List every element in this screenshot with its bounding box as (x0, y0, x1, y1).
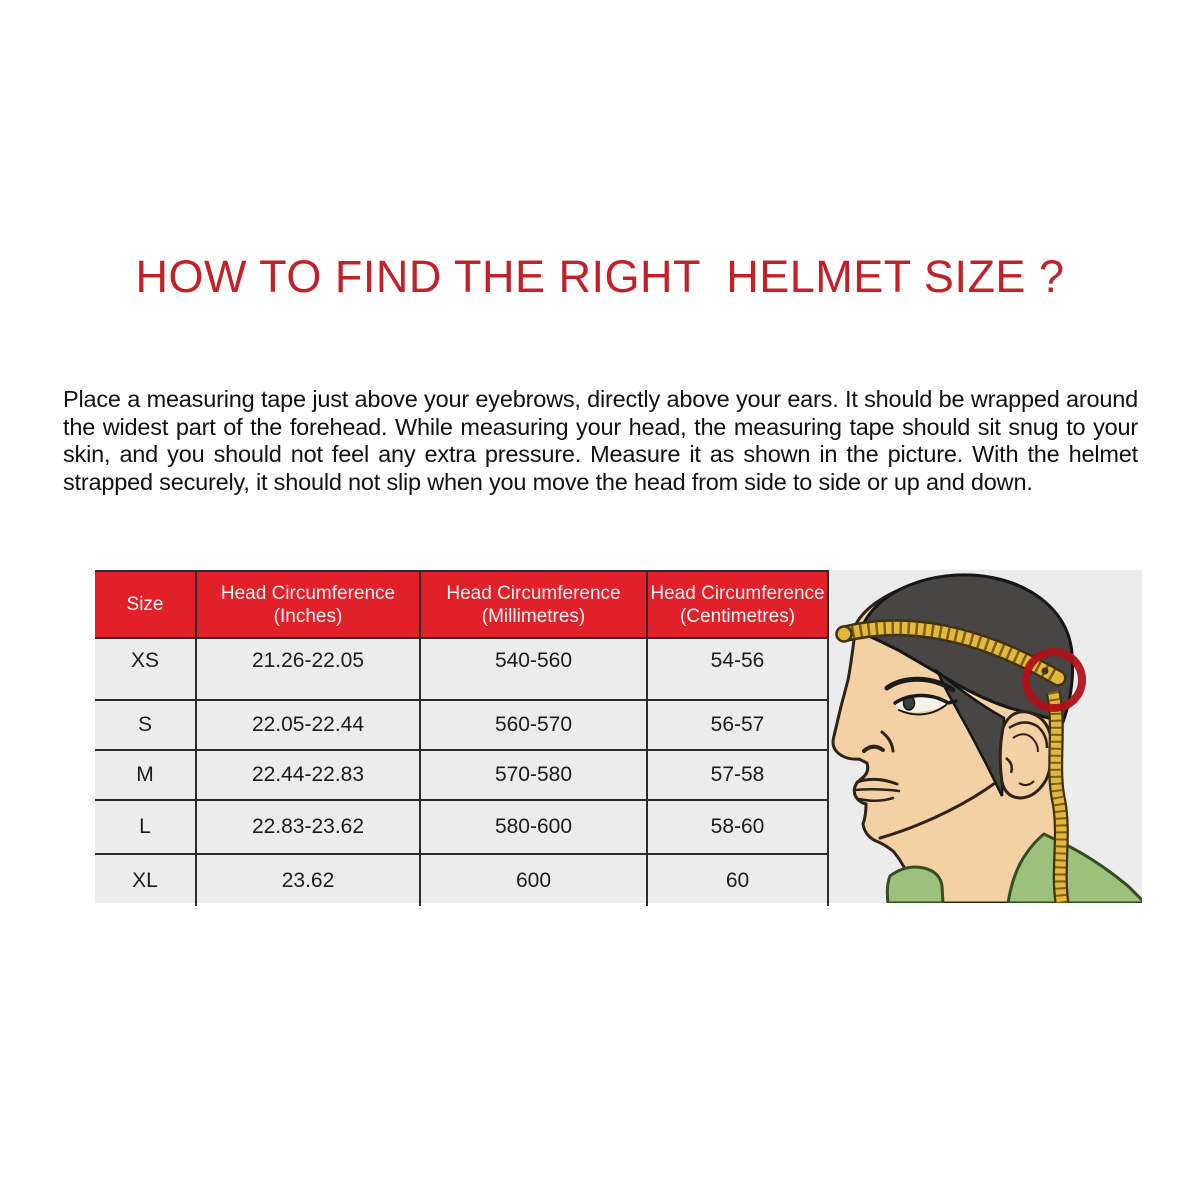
measuring-instructions: Place a measuring tape just above your eyebrows, directly above your ears. It should be wrapped around the widest part of the forehead. While measuring your head, the measuring tape should sit snug to your skin, and you should not feel any extra pressure. Measure it as shown in the picture. With the helmet strapped securely, it should not slip when you move the head from side to side or up and down. (63, 386, 1138, 495)
header-cell: Size (95, 571, 196, 638)
shirt-collar-left (887, 867, 943, 903)
millimetres-cell: 580-600 (420, 800, 647, 854)
table-header (95, 571, 828, 638)
inches-cell: 22.44-22.83 (196, 750, 420, 800)
centimetres-cell: 60 (647, 854, 828, 906)
size-cell: XS (95, 638, 196, 700)
inches-cell: 21.26-22.05 (196, 638, 420, 700)
table-row (95, 800, 828, 854)
centimetres-cell: 56-57 (647, 700, 828, 750)
inches-cell: 22.83-23.62 (196, 800, 420, 854)
size-cell: L (95, 800, 196, 854)
size-chart-table (95, 570, 829, 906)
millimetres-cell: 600 (420, 854, 647, 906)
inches-cell: 23.62 (196, 854, 420, 906)
size-cell: S (95, 700, 196, 750)
millimetres-cell: 560-570 (420, 700, 647, 750)
table-row (95, 854, 828, 906)
centimetres-cell: 57-58 (647, 750, 828, 800)
table-body (95, 638, 828, 906)
inches-cell: 22.05-22.44 (196, 700, 420, 750)
header-cell: Head Circumference (Millimetres) (420, 571, 647, 638)
centimetres-cell: 58-60 (647, 800, 828, 854)
header-cell: Head Circumference (Inches) (196, 571, 420, 638)
tape-end-cap (837, 627, 852, 642)
table-row (95, 638, 828, 700)
content-band (95, 570, 1142, 903)
page-title: HOW TO FIND THE RIGHT HELMET SIZE ? (135, 251, 1065, 302)
centimetres-cell: 54-56 (647, 638, 828, 700)
size-cell: M (95, 750, 196, 800)
size-cell: XL (95, 854, 196, 906)
measuring-tape-hanging (1053, 692, 1062, 903)
table-row (95, 700, 828, 750)
head-measurement-illustration (820, 570, 1142, 903)
header-row (95, 571, 828, 638)
table-row (95, 750, 828, 800)
millimetres-cell: 540-560 (420, 638, 647, 700)
tape-buckle (1042, 668, 1049, 675)
header-cell: Head Circumference (Centimetres) (647, 571, 828, 638)
millimetres-cell: 570-580 (420, 750, 647, 800)
